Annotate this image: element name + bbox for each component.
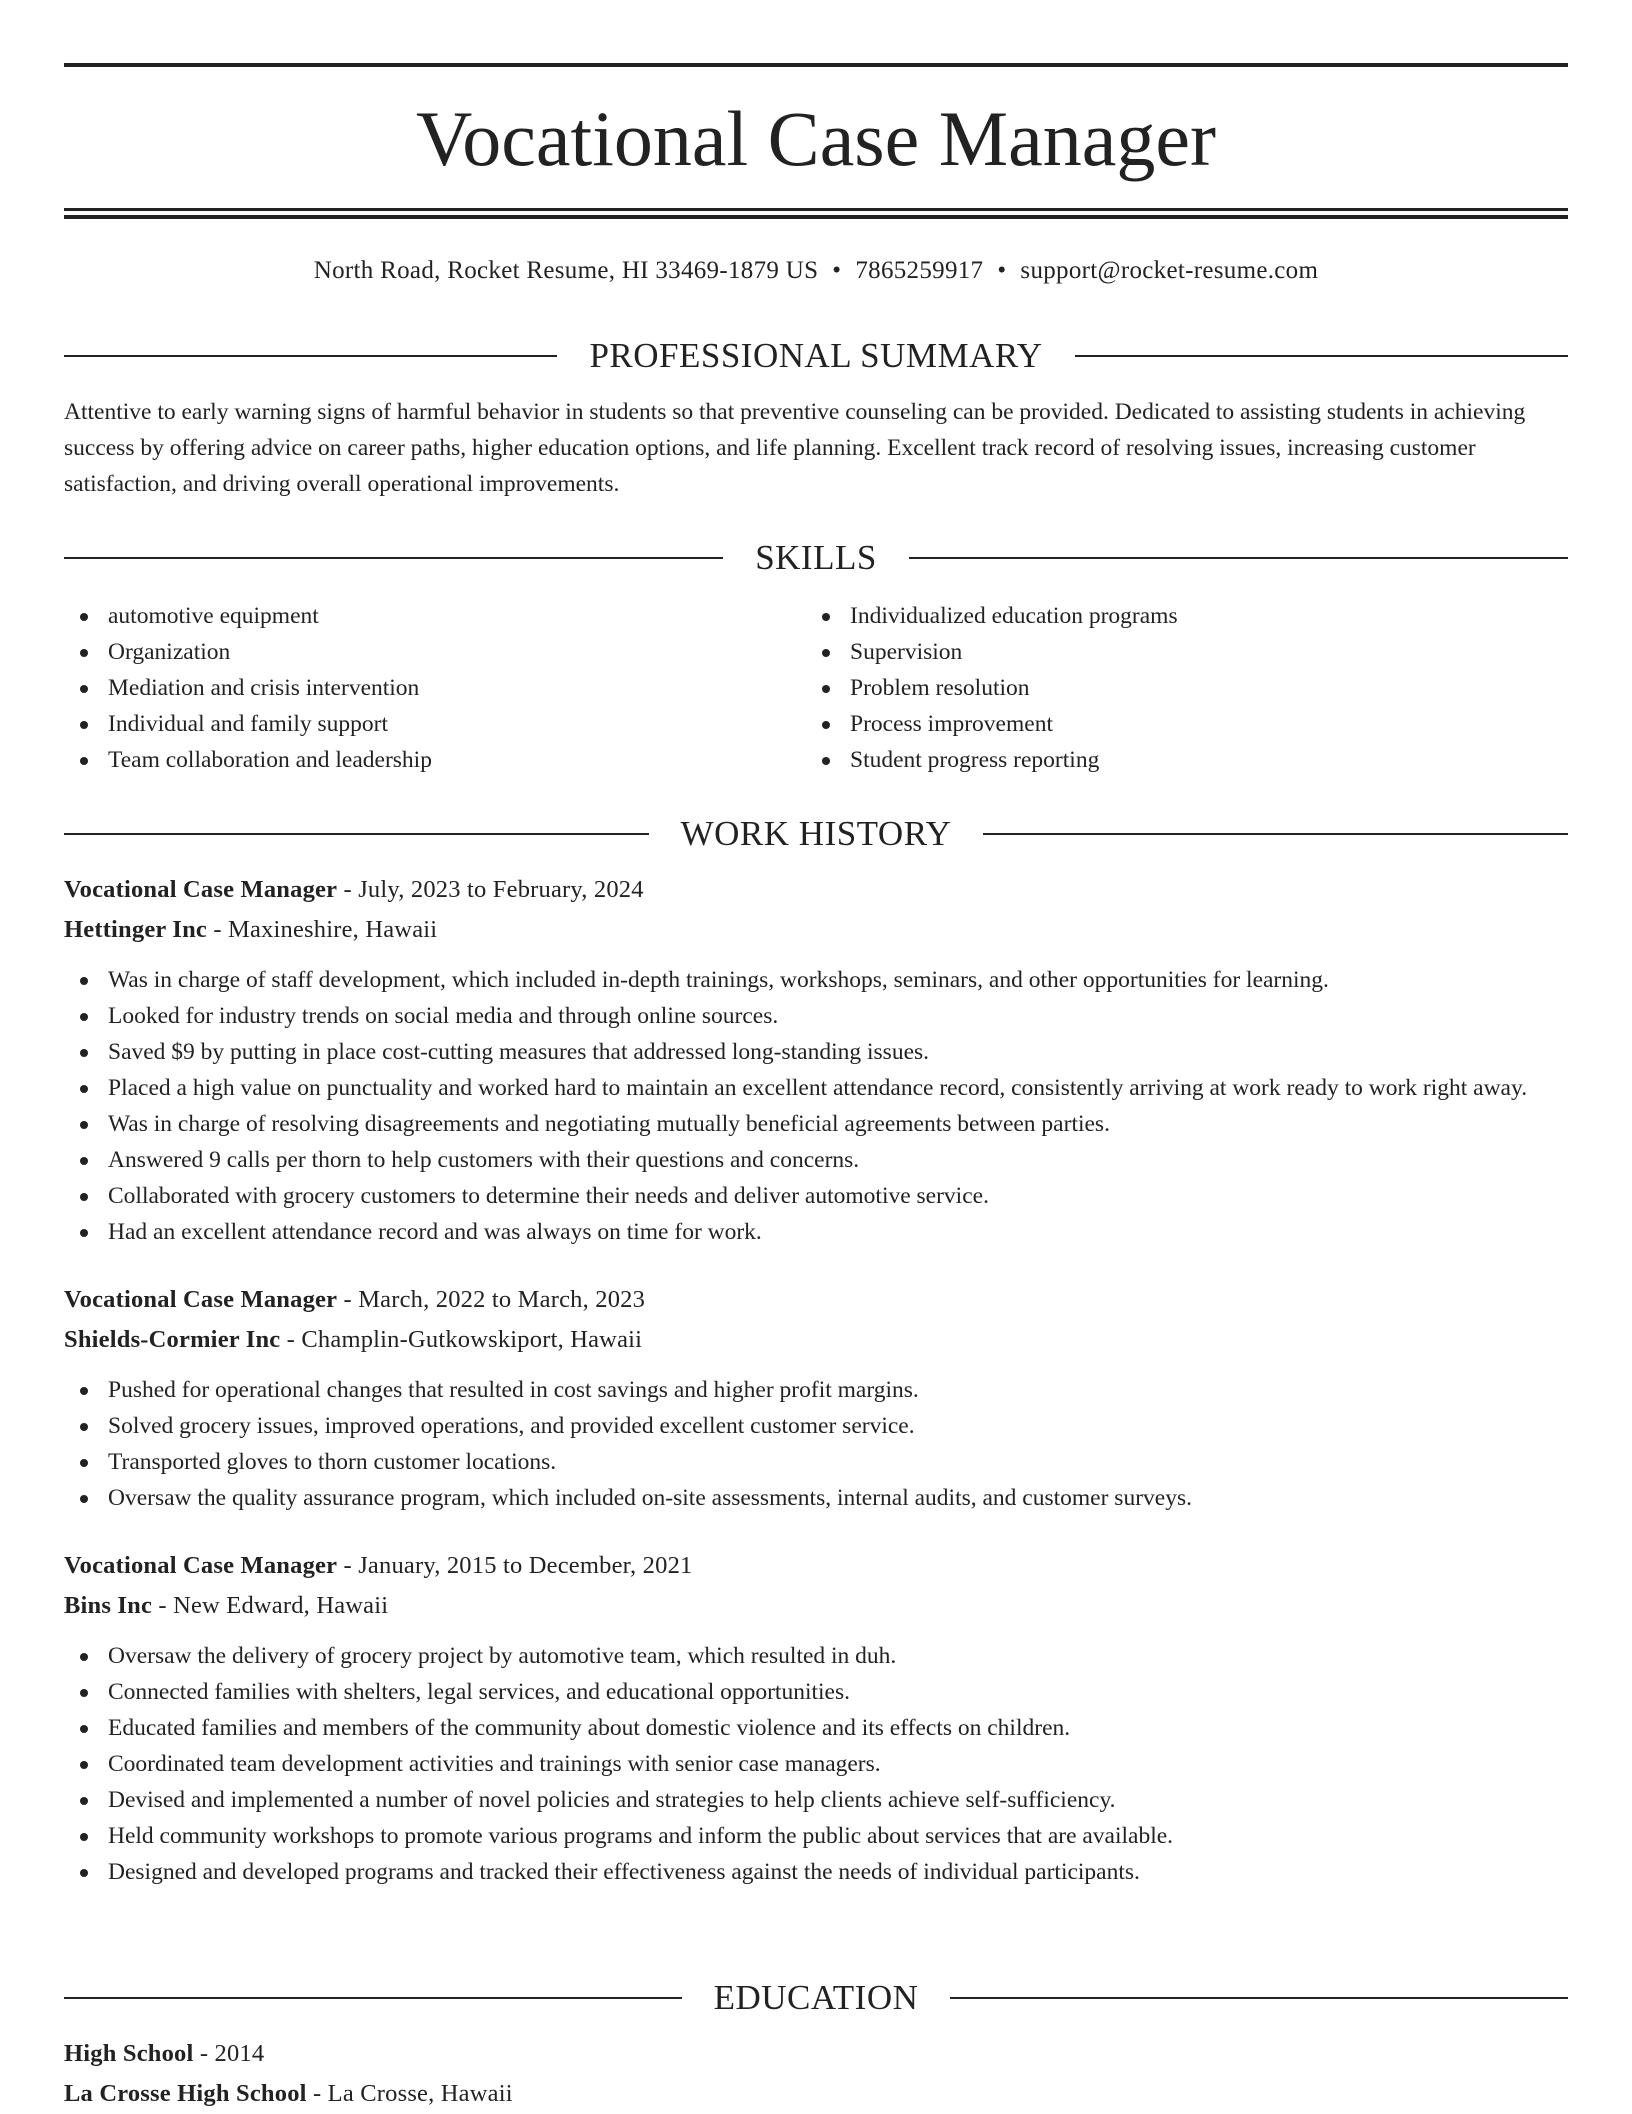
skill-item: Mediation and crisis intervention: [64, 670, 806, 706]
education-location: La Crosse, Hawaii: [327, 2080, 513, 2107]
education-school-line: [64, 2074, 1568, 2114]
resume-name: Vocational Case Manager: [416, 95, 1216, 182]
job-bullet: Saved $9 by putting in place cost-cutting measures that addressed long-standing issues.: [64, 1034, 1568, 1070]
summary-text: Attentive to early warning signs of harmful behavior in students so that preventive counseling can be provided. Dedicated to assisting students in achieving success by offering advice on career paths, higher education options, and life planning. Excellent track record of resolving issues, increasing customer satisfaction, and driving overall operational improvements.: [64, 399, 1526, 497]
heading-rule: [1075, 355, 1568, 357]
job-bullet: Designed and developed programs and tracked their effectiveness against the needs of individual participants.: [64, 1854, 1568, 1890]
skill-item: automotive equipment: [64, 598, 806, 634]
job-company-line: [64, 910, 1568, 950]
job-company-line: [64, 1586, 1568, 1626]
dash: -: [193, 2040, 215, 2067]
job-bullet: Looked for industry trends on social media and through online sources.: [64, 998, 1568, 1034]
job-title: Vocational Case Manager: [64, 1552, 338, 1579]
contact-address: North Road, Rocket Resume, HI 33469-1879 US: [313, 257, 819, 284]
job-bullet: Collaborated with grocery customers to determine their needs and deliver automotive service.: [64, 1178, 1568, 1214]
skill-item: Process improvement: [806, 706, 1548, 742]
skills-column-right: [806, 598, 1548, 778]
job-title-line: [64, 1280, 1568, 1320]
skill-item: Individual and family support: [64, 706, 806, 742]
skill-item: Organization: [64, 634, 806, 670]
contact-phone: 7865259917: [855, 257, 984, 284]
job-dates: January, 2015 to December, 2021: [358, 1552, 693, 1579]
job-location: New Edward, Hawaii: [173, 1592, 389, 1619]
dash: -: [337, 1286, 359, 1313]
heading-rule: [983, 833, 1568, 835]
job-bullet: Answered 9 calls per thorn to help customers with their questions and concerns.: [64, 1142, 1568, 1178]
skill-item: Individualized education programs: [806, 598, 1548, 634]
skill-item: Team collaboration and leadership: [64, 742, 806, 778]
job-company: Hettinger Inc: [64, 916, 207, 943]
section-heading: [64, 1976, 1568, 2020]
job-bullet: Pushed for operational changes that resulted in cost savings and higher profit margins.: [64, 1372, 1568, 1408]
header-rule-upper: [64, 208, 1568, 211]
heading-rule: [909, 557, 1568, 559]
job-bullet: Oversaw the delivery of grocery project by automotive team, which resulted in duh.: [64, 1638, 1568, 1674]
heading-rule: [64, 1997, 682, 1999]
job-title-line: [64, 1546, 1568, 1586]
heading-rule: [950, 1997, 1568, 1999]
skills-section: [64, 536, 1568, 778]
skills-grid: [64, 598, 1568, 778]
job-bullet: Transported gloves to thorn customer locations.: [64, 1444, 1568, 1480]
job-bullets: [64, 1372, 1568, 1516]
skill-item: Supervision: [806, 634, 1548, 670]
job-bullet: Placed a high value on punctuality and worked hard to maintain an excellent attendance record, consistently arriving at work ready to work right away.: [64, 1070, 1568, 1106]
job-company: Shields-Cormier Inc: [64, 1326, 281, 1353]
skill-item: Problem resolution: [806, 670, 1548, 706]
summary-section: [64, 334, 1568, 502]
job-bullet: Was in charge of staff development, which included in-depth trainings, workshops, seminars, and other opportunities for learning.: [64, 962, 1568, 998]
job-company: Bins Inc: [64, 1592, 153, 1619]
job-dates: March, 2022 to March, 2023: [358, 1286, 646, 1313]
contact-separator: •: [997, 257, 1007, 284]
top-rule: [64, 63, 1568, 67]
dash: -: [306, 2080, 328, 2107]
dash: -: [207, 916, 229, 943]
heading-rule: [64, 355, 557, 357]
header-rule-lower: [64, 215, 1568, 219]
job-bullets: [64, 1638, 1568, 1890]
education-heading: EDUCATION: [713, 1978, 919, 2017]
contact-line: [64, 253, 1568, 289]
education-school: La Crosse High School: [64, 2080, 307, 2107]
job-company-line: [64, 1320, 1568, 1360]
job-entry: [64, 1546, 1568, 1890]
work-history-section: [64, 812, 1568, 1890]
work-history-heading: WORK HISTORY: [680, 814, 952, 853]
education-degree-line: [64, 2034, 1568, 2074]
job-title: Vocational Case Manager: [64, 1286, 338, 1313]
section-heading: [64, 334, 1568, 378]
job-bullet: Connected families with shelters, legal services, and educational opportunities.: [64, 1674, 1568, 1710]
section-heading: [64, 812, 1568, 856]
job-bullet: Solved grocery issues, improved operations, and provided excellent customer service.: [64, 1408, 1568, 1444]
skills-column-left: [64, 598, 806, 778]
education-year: 2014: [214, 2040, 265, 2067]
job-title-line: [64, 870, 1568, 910]
education-entry: [64, 2034, 1568, 2114]
job-bullet: Was in charge of resolving disagreements and negotiating mutually beneficial agreements between parties.: [64, 1106, 1568, 1142]
education-section: [64, 1976, 1568, 2114]
summary-heading: PROFESSIONAL SUMMARY: [589, 336, 1043, 375]
job-title: Vocational Case Manager: [64, 876, 338, 903]
job-location: Champlin-Gutkowskiport, Hawaii: [301, 1326, 643, 1353]
skill-item: Student progress reporting: [806, 742, 1548, 778]
job-bullet: Coordinated team development activities and trainings with senior case managers.: [64, 1746, 1568, 1782]
education-degree: High School: [64, 2040, 194, 2067]
dash: -: [337, 876, 359, 903]
job-bullets: [64, 962, 1568, 1250]
job-bullet: Had an excellent attendance record and was always on time for work.: [64, 1214, 1568, 1250]
job-bullet: Devised and implemented a number of novel policies and strategies to help clients achieve self-sufficiency.: [64, 1782, 1568, 1818]
job-bullet: Educated families and members of the community about domestic violence and its effects on children.: [64, 1710, 1568, 1746]
contact-email: support@rocket-resume.com: [1020, 257, 1319, 284]
job-entry: [64, 1280, 1568, 1516]
section-heading: [64, 536, 1568, 580]
skills-heading: SKILLS: [755, 538, 877, 577]
job-entry: [64, 870, 1568, 1250]
dash: -: [337, 1552, 359, 1579]
heading-rule: [64, 557, 723, 559]
contact-separator: •: [832, 257, 842, 284]
job-dates: July, 2023 to February, 2024: [358, 876, 644, 903]
job-bullet: Oversaw the quality assurance program, which included on-site assessments, internal audits, and customer surveys.: [64, 1480, 1568, 1516]
dash: -: [152, 1592, 174, 1619]
heading-rule: [64, 833, 649, 835]
dash: -: [280, 1326, 302, 1353]
job-location: Maxineshire, Hawaii: [228, 916, 438, 943]
job-bullet: Held community workshops to promote various programs and inform the public about services that are available.: [64, 1818, 1568, 1854]
